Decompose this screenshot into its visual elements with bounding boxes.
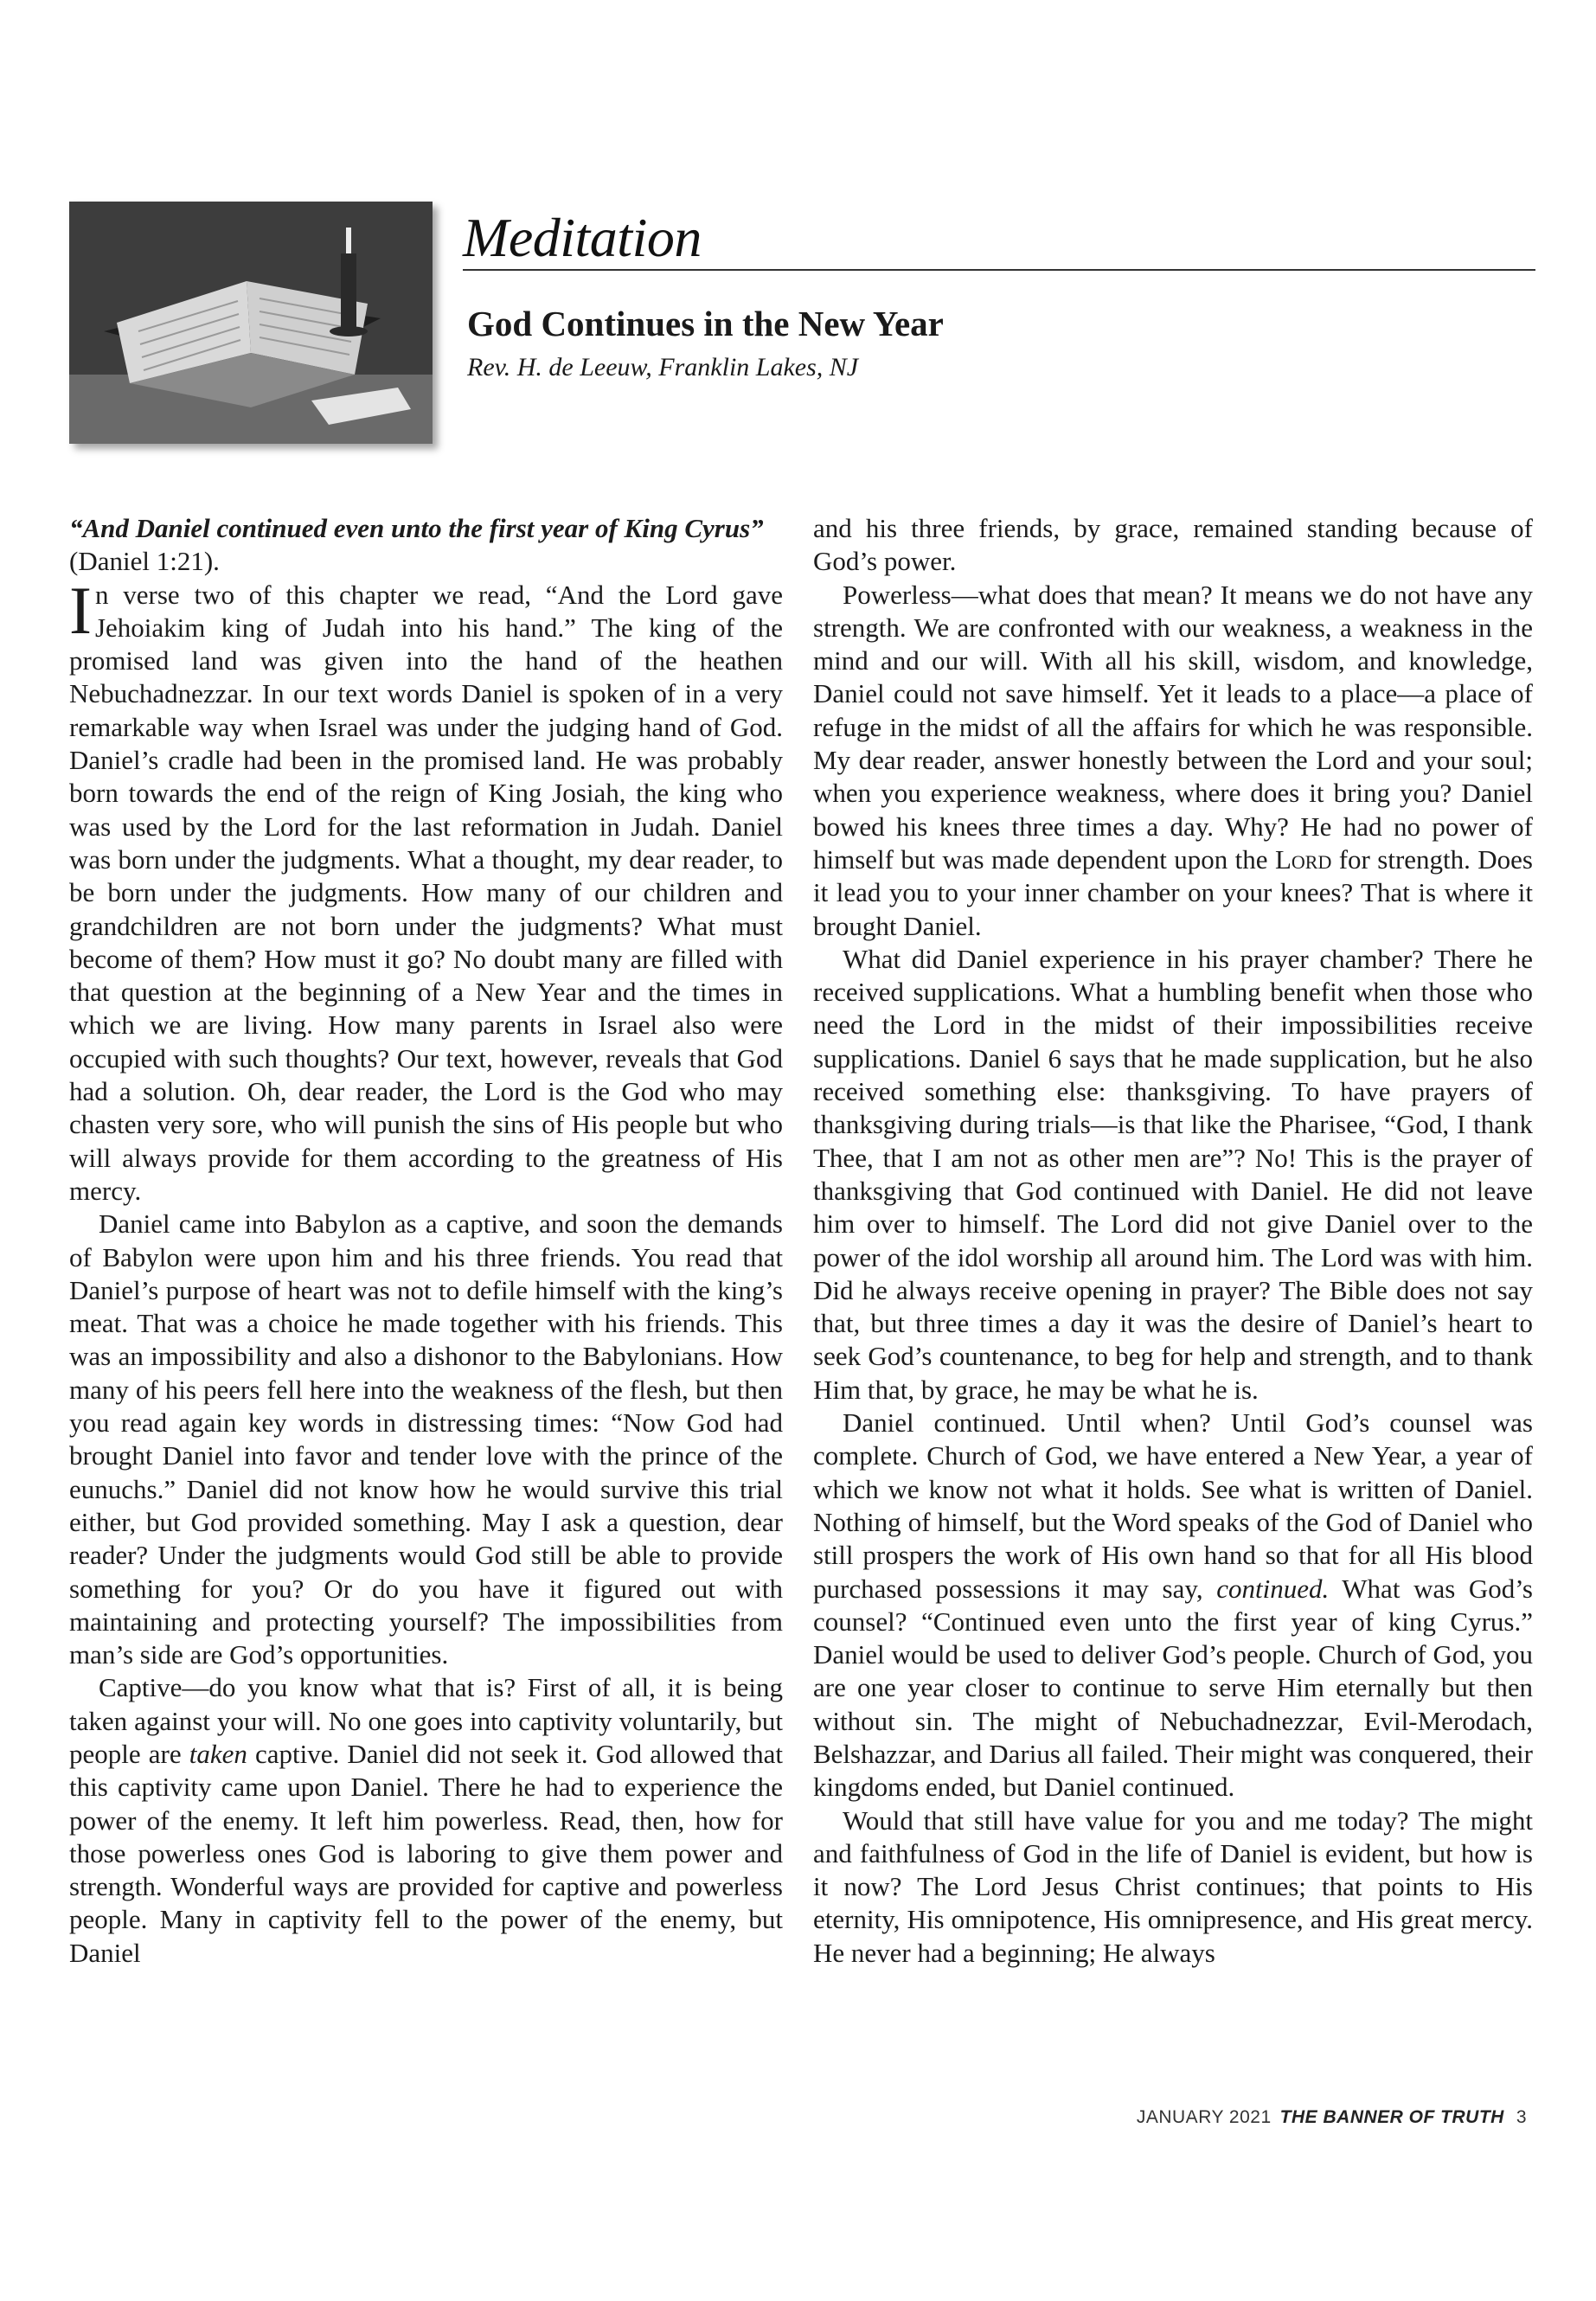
open-bible-illustration bbox=[69, 202, 433, 444]
paragraph: and his three friends, by grace, remained standing because of God’s power. bbox=[813, 513, 1533, 577]
byline: Rev. H. de Leeuw, Franklin Lakes, NJ bbox=[467, 353, 859, 381]
page-footer bbox=[1137, 2107, 1527, 2128]
small-caps-lord: Lord bbox=[1274, 843, 1332, 875]
paragraph: Would that still have value for you and me today? The might and faithfulness of God in the life of Daniel is evident, but how is it now? The Lord Jesus Christ continues; that points to His eternity, His omnipotence, His omnipresence, and His great mercy. He never had a beginning; He always bbox=[813, 1804, 1533, 1968]
epigraph-reference: (Daniel 1:21). bbox=[69, 546, 220, 577]
paragraph-text: n verse two of this chapter we read, “And the Lord gave Jehoiakim king of Judah into his hand.” The king of the promised land was given into the hand of the heathen Nebuchadnezzar. In our text words Daniel is spoken of in a very remarkable way when Israel was under the judging hand of God. Daniel’s cradle had been in the promised land. He was probably born towards the end of the reign of King Josiah, the king who was used by the Lord for the last reformation in Judah. Daniel was born under the judgments. What a thought, my dear reader, to be born under the judgments. How many of our children and grandchildren are not born under the judgments? What must become of them? How must it go? No doubt many are filled with that question at the beginning of a New Year and the times in which we are living. How many parents in Israel also were occupied with such thoughts? Our text, however, reveals that God had a solution. Oh, dear reader, the Lord is the God who may chasten very sore, who will punish the sins of His people but who will always provide for them according to the greatness of His mercy. bbox=[69, 579, 783, 1206]
paragraph-text: Daniel continued. Until when? Until God’s counsel was complete. Church of God, we have entered a New Year, a year of which we know not what it holds. See what is written of Daniel. Nothing of himself, but the Word speaks of the God of Daniel who still prospers the work of His own hand so that for all His blood purchased possessions it may say, bbox=[813, 1407, 1533, 1604]
emphasis: continued. bbox=[1216, 1573, 1330, 1604]
epigraph-quote: “And Daniel continued even unto the first year of King Cyrus” bbox=[69, 513, 764, 543]
paragraph-text: captive. Daniel did not seek it. God allowed that this captivity came upon Daniel. There he had to experience the power of the enemy. It left him powerless. Read, then, how for those powerless ones God is laboring to give them power and strength. Wonderful ways are provided for captive and powerless people. Many in captivity fell to the power of the enemy, but Daniel bbox=[69, 1738, 783, 1968]
paragraph-text: What was God’s counsel? “Continued even unto the first year of king Cyrus.” Daniel would be used to deliver God’s people. Church of God, you are one year closer to continue to serve Him eternally but then without sin. The might of Nebuchadnezzar, Evil-Merodach, Belshazzar, and Darius all failed. Their might was conquered, their kingdoms ended, but Daniel continued. bbox=[813, 1573, 1533, 1803]
paragraph bbox=[813, 1407, 1533, 1804]
paragraph bbox=[69, 572, 783, 1208]
emphasis: taken bbox=[189, 1738, 247, 1769]
publication-name: THE BANNER OF TRUTH bbox=[1279, 2107, 1504, 2127]
article-title: God Continues in the New Year bbox=[467, 304, 944, 343]
paragraph-text: Captive—do you know what that is? First of all, it is being taken against your will. No one goes into captivity voluntarily, but people are bbox=[69, 1672, 783, 1769]
paragraph-text: for strength. Does it lead you to your inner chamber on your knees? That is where it brought Daniel. bbox=[813, 843, 1533, 941]
paragraph bbox=[813, 579, 1533, 943]
drop-cap: I bbox=[69, 572, 92, 648]
right-column bbox=[813, 512, 1533, 1970]
page-number: 3 bbox=[1516, 2107, 1527, 2127]
section-title: Meditation bbox=[463, 207, 702, 268]
issue-date: JANUARY 2021 bbox=[1136, 2107, 1272, 2127]
paragraph: Daniel came into Babylon as a captive, and soon the demands of Babylon were upon him and his three friends. You read that Daniel’s purpose of heart was not to defile himself with the king’s meat. That was a choice he made together with his friends. This was an impossibility and also a dishonor to the Babylonians. How many of his peers fell here into the weakness of the flesh, but then you read again key words in distressing times: “Now God had brought Daniel into favor and tender love with the prince of the eunuchs.” Daniel did not know how he would survive this trial either, but God provided something. May I ask a question, dear reader? Under the judgments would God still be able to provide something for you? Or do you have it figured out with maintaining and protecting yourself? The impossibilities from man’s side are God’s opportunities. bbox=[69, 1208, 783, 1670]
epigraph bbox=[69, 512, 783, 579]
paragraph: What did Daniel experience in his prayer chamber? There he received supplications. What a humbling benefit when those who need the Lord in the midst of their impossibilities receive supplications. Daniel 6 says that he made supplication, but he also received something else: thanksgiving. To have prayers of thanksgiving during trials—is that like the Pharisee, “God, I thank Thee, that I am not as other men are”? No! This is the prayer of thanksgiving that God continued with Daniel. He did not leave him over to himself. The Lord did not give Daniel over to the power of the idol worship all around him. The Lord was with him. Did he always receive opening in prayer? The Bible does not say that, but three times a day it was the desire of Daniel’s heart to seek God’s countenance, to beg for help and strength, and to thank Him that, by grace, he may be what he is. bbox=[813, 943, 1533, 1405]
paragraph-text: Powerless—what does that mean? It means we do not have any strength. We are confronted with our weakness, a weakness in the mind and our will. With all his skill, wisdom, and knowledge, Daniel could not save himself. Yet it leads to a place—a place of refuge in the midst of all the affairs for which he was responsible. My dear reader, answer honestly between the Lord and your soul; when you experience weakness, where does it bring you? Daniel bowed his knees three times a day. Why? He had no power of himself but was made dependent upon the bbox=[813, 579, 1533, 875]
paragraph bbox=[69, 1671, 783, 1970]
title-rule bbox=[463, 269, 1535, 271]
open-bible-icon bbox=[69, 202, 433, 444]
left-column bbox=[69, 512, 783, 1970]
